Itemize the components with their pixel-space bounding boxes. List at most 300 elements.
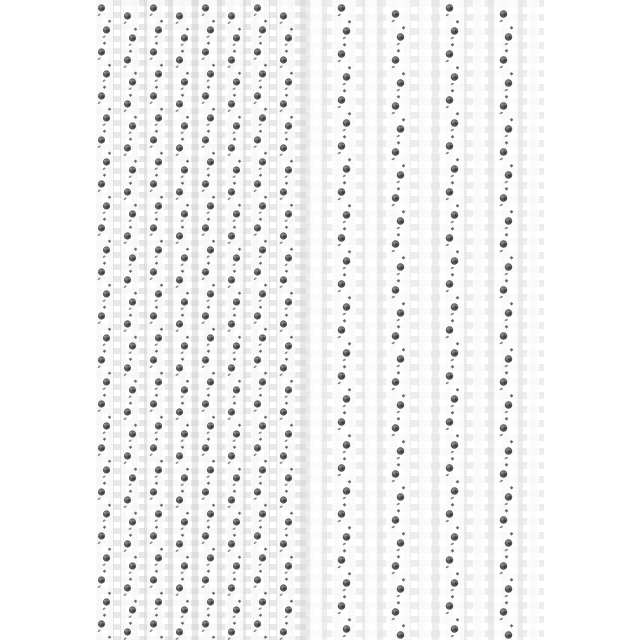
- rose-icon: [343, 441, 351, 449]
- rose-icon: [285, 342, 292, 349]
- rose-icon: [124, 276, 131, 283]
- rose-icon: [451, 533, 459, 541]
- rose-icon: [150, 400, 157, 407]
- rose-icon: [207, 554, 214, 561]
- rose-icon: [500, 148, 508, 156]
- rose-icon: [280, 276, 287, 283]
- rose-icon: [181, 386, 188, 393]
- rose-icon: [181, 34, 188, 41]
- rose-icon: [338, 418, 346, 426]
- rose-icon: [280, 144, 287, 151]
- rose-icon: [202, 356, 209, 363]
- rose-icon: [98, 268, 105, 275]
- rose-icon: [259, 510, 266, 517]
- rose-icon: [254, 136, 261, 143]
- rose-icon: [98, 444, 105, 451]
- rose-icon: [228, 496, 235, 503]
- rose-icon: [98, 356, 105, 363]
- rose-icon: [129, 430, 136, 437]
- rose-icon: [155, 158, 162, 165]
- rose-icon: [103, 378, 110, 385]
- rose-icon: [228, 276, 235, 283]
- rose-icon: [397, 217, 405, 225]
- rose-icon: [181, 474, 188, 481]
- rose-icon: [505, 33, 513, 41]
- rose-icon: [338, 372, 346, 380]
- rose-icon: [343, 349, 351, 357]
- rose-icon: [392, 148, 400, 156]
- rose-icon: [155, 422, 162, 429]
- rose-icon: [280, 100, 287, 107]
- rose-icon: [207, 26, 214, 33]
- rose-icon: [285, 430, 292, 437]
- rose-icon: [397, 79, 405, 87]
- rose-icon: [129, 166, 136, 173]
- rose-icon: [343, 303, 351, 311]
- rose-icon: [451, 27, 459, 35]
- rose-icon: [228, 408, 235, 415]
- rose-icon: [103, 70, 110, 77]
- rose-icon: [129, 34, 136, 41]
- rose-icon: [103, 334, 110, 341]
- rose-icon: [280, 540, 287, 547]
- rose-icon: [285, 518, 292, 525]
- rose-icon: [254, 4, 261, 11]
- rose-icon: [451, 211, 459, 219]
- rose-icon: [285, 122, 292, 129]
- rose-icon: [397, 585, 405, 593]
- rose-icon: [103, 158, 110, 165]
- rose-icon: [259, 466, 266, 473]
- rose-icon: [451, 625, 459, 633]
- rose-icon: [202, 488, 209, 495]
- rose-icon: [233, 430, 240, 437]
- rose-icon: [207, 378, 214, 385]
- rose-icon: [446, 326, 454, 334]
- rose-icon: [124, 144, 131, 151]
- rose-icon: [505, 447, 513, 455]
- rose-icon: [207, 466, 214, 473]
- rose-icon: [505, 631, 513, 639]
- rose-icon: [150, 312, 157, 319]
- rose-icon: [202, 180, 209, 187]
- rose-icon: [181, 254, 188, 261]
- rose-icon: [181, 342, 188, 349]
- rose-icon: [176, 188, 183, 195]
- rose-icon: [150, 356, 157, 363]
- rose-icon: [129, 342, 136, 349]
- rose-icon: [446, 234, 454, 242]
- rose-icon: [280, 628, 287, 635]
- rose-icon: [176, 144, 183, 151]
- rose-icon: [254, 356, 261, 363]
- rose-icon: [202, 4, 209, 11]
- rose-icon: [397, 263, 405, 271]
- rose-icon: [343, 73, 351, 81]
- rose-icon: [202, 268, 209, 275]
- rose-icon: [124, 12, 131, 19]
- rose-icon: [338, 234, 346, 242]
- rose-icon: [285, 562, 292, 569]
- rose-icon: [98, 180, 105, 187]
- rose-icon: [228, 12, 235, 19]
- rose-icon: [259, 70, 266, 77]
- rose-icon: [150, 444, 157, 451]
- rose-icon: [259, 422, 266, 429]
- rose-icon: [338, 4, 346, 12]
- rose-icon: [451, 257, 459, 265]
- rose-icon: [343, 579, 351, 587]
- rose-icon: [343, 211, 351, 219]
- rose-icon: [150, 92, 157, 99]
- rose-icon: [451, 165, 459, 173]
- rose-icon: [103, 422, 110, 429]
- rose-icon: [176, 364, 183, 371]
- rose-icon: [254, 620, 261, 627]
- rose-icon: [228, 320, 235, 327]
- rose-icon: [254, 92, 261, 99]
- rose-icon: [280, 584, 287, 591]
- rose-icon: [98, 576, 105, 583]
- rose-icon: [176, 232, 183, 239]
- rose-icon: [129, 474, 136, 481]
- rose-icon: [505, 493, 513, 501]
- rose-icon: [103, 246, 110, 253]
- rose-icon: [500, 424, 508, 432]
- rose-icon: [500, 56, 508, 64]
- rose-icon: [280, 188, 287, 195]
- rose-icon: [280, 496, 287, 503]
- rose-icon: [129, 386, 136, 393]
- rose-icon: [500, 516, 508, 524]
- rose-icon: [392, 56, 400, 64]
- stripe-gap: [527, 0, 539, 640]
- rose-icon: [392, 424, 400, 432]
- rose-icon: [181, 122, 188, 129]
- rose-icon: [505, 125, 513, 133]
- rose-icon: [228, 144, 235, 151]
- rose-icon: [338, 602, 346, 610]
- rose-icon: [254, 576, 261, 583]
- rose-icon: [176, 320, 183, 327]
- rose-icon: [446, 464, 454, 472]
- rose-icon: [259, 246, 266, 253]
- rose-icon: [343, 27, 351, 35]
- rose-icon: [259, 598, 266, 605]
- rose-icon: [207, 510, 214, 517]
- rose-icon: [233, 166, 240, 173]
- rose-icon: [343, 395, 351, 403]
- rose-icon: [98, 532, 105, 539]
- rose-icon: [129, 518, 136, 525]
- rose-icon: [98, 136, 105, 143]
- rose-icon: [150, 268, 157, 275]
- rose-icon: [207, 114, 214, 121]
- rose-icon: [397, 171, 405, 179]
- rose-icon: [259, 26, 266, 33]
- rose-icon: [155, 290, 162, 297]
- rose-icon: [103, 26, 110, 33]
- rose-icon: [124, 232, 131, 239]
- floral-stripe-pattern: [96, 0, 544, 640]
- rose-icon: [397, 401, 405, 409]
- rose-icon: [233, 518, 240, 525]
- rose-icon: [397, 33, 405, 41]
- rose-icon: [446, 556, 454, 564]
- rose-icon: [505, 401, 513, 409]
- rose-icon: [338, 510, 346, 518]
- pattern-sheet: [96, 0, 544, 640]
- rose-icon: [150, 620, 157, 627]
- rose-icon: [280, 452, 287, 459]
- rose-icon: [98, 4, 105, 11]
- rose-icon: [505, 355, 513, 363]
- rose-icon: [505, 539, 513, 547]
- rose-icon: [338, 326, 346, 334]
- rose-icon: [392, 102, 400, 110]
- rose-icon: [451, 73, 459, 81]
- rose-icon: [505, 217, 513, 225]
- rose-icon: [280, 56, 287, 63]
- rose-icon: [98, 400, 105, 407]
- rose-icon: [129, 254, 136, 261]
- rose-icon: [181, 210, 188, 217]
- rose-icon: [285, 254, 292, 261]
- rose-icon: [280, 12, 287, 19]
- rose-icon: [259, 202, 266, 209]
- rose-icon: [397, 447, 405, 455]
- rose-icon: [202, 576, 209, 583]
- rose-icon: [392, 332, 400, 340]
- rose-icon: [259, 158, 266, 165]
- rose-icon: [228, 56, 235, 63]
- rose-icon: [259, 334, 266, 341]
- rose-icon: [155, 246, 162, 253]
- rose-icon: [338, 50, 346, 58]
- rose-icon: [397, 309, 405, 317]
- rose-icon: [155, 26, 162, 33]
- rose-icon: [392, 378, 400, 386]
- rose-icon: [338, 556, 346, 564]
- rose-icon: [176, 584, 183, 591]
- rose-icon: [98, 312, 105, 319]
- rose-icon: [254, 488, 261, 495]
- rose-icon: [124, 540, 131, 547]
- rose-icon: [338, 188, 346, 196]
- rose-icon: [451, 487, 459, 495]
- rose-icon: [155, 334, 162, 341]
- rose-icon: [343, 625, 351, 633]
- rose-icon: [500, 378, 508, 386]
- rose-icon: [202, 312, 209, 319]
- rose-icon: [233, 386, 240, 393]
- rose-icon: [150, 48, 157, 55]
- rose-icon: [207, 290, 214, 297]
- rose-icon: [505, 263, 513, 271]
- rose-icon: [124, 100, 131, 107]
- rose-icon: [150, 136, 157, 143]
- rose-icon: [150, 224, 157, 231]
- rose-icon: [505, 79, 513, 87]
- rose-icon: [98, 620, 105, 627]
- rose-icon: [233, 78, 240, 85]
- rose-icon: [98, 224, 105, 231]
- rose-icon: [207, 246, 214, 253]
- rose-icon: [338, 142, 346, 150]
- rose-icon: [155, 598, 162, 605]
- rose-icon: [343, 257, 351, 265]
- rose-icon: [259, 114, 266, 121]
- rose-icon: [129, 606, 136, 613]
- rose-icon: [176, 12, 183, 19]
- rose-icon: [500, 608, 508, 616]
- rose-icon: [129, 78, 136, 85]
- rose-icon: [103, 202, 110, 209]
- rose-icon: [446, 418, 454, 426]
- rose-icon: [397, 539, 405, 547]
- rose-icon: [124, 56, 131, 63]
- rose-icon: [392, 194, 400, 202]
- rose-icon: [176, 496, 183, 503]
- rose-icon: [98, 48, 105, 55]
- rose-icon: [500, 240, 508, 248]
- rose-icon: [254, 444, 261, 451]
- rose-icon: [181, 166, 188, 173]
- rose-icon: [207, 422, 214, 429]
- rose-icon: [176, 100, 183, 107]
- stripe-gap: [473, 0, 485, 640]
- rose-icon: [254, 312, 261, 319]
- rose-icon: [451, 119, 459, 127]
- rose-icon: [228, 540, 235, 547]
- rose-icon: [176, 276, 183, 283]
- rose-icon: [280, 408, 287, 415]
- rose-icon: [505, 171, 513, 179]
- rose-icon: [124, 408, 131, 415]
- rose-icon: [150, 532, 157, 539]
- rose-icon: [446, 372, 454, 380]
- rose-icon: [129, 122, 136, 129]
- rose-icon: [285, 474, 292, 481]
- rose-icon: [181, 606, 188, 613]
- rose-icon: [202, 224, 209, 231]
- rose-icon: [397, 631, 405, 639]
- rose-icon: [233, 122, 240, 129]
- stripe-gap: [419, 0, 431, 640]
- rose-icon: [124, 452, 131, 459]
- rose-icon: [233, 254, 240, 261]
- rose-icon: [397, 493, 405, 501]
- rose-icon: [129, 562, 136, 569]
- rose-icon: [505, 309, 513, 317]
- rose-icon: [202, 620, 209, 627]
- rose-icon: [254, 268, 261, 275]
- rose-icon: [176, 56, 183, 63]
- rose-icon: [150, 4, 157, 11]
- rose-icon: [150, 488, 157, 495]
- rose-icon: [280, 232, 287, 239]
- rose-icon: [446, 96, 454, 104]
- rose-icon: [446, 602, 454, 610]
- rose-icon: [176, 408, 183, 415]
- rose-icon: [181, 562, 188, 569]
- rose-icon: [181, 298, 188, 305]
- rose-icon: [285, 298, 292, 305]
- rose-icon: [285, 78, 292, 85]
- rose-icon: [233, 342, 240, 349]
- rose-icon: [446, 280, 454, 288]
- rose-icon: [285, 386, 292, 393]
- rose-icon: [124, 320, 131, 327]
- rose-icon: [397, 125, 405, 133]
- rose-icon: [285, 606, 292, 613]
- rose-icon: [254, 224, 261, 231]
- rose-icon: [207, 202, 214, 209]
- rose-icon: [233, 298, 240, 305]
- rose-icon: [233, 34, 240, 41]
- rose-icon: [98, 488, 105, 495]
- rose-icon: [343, 533, 351, 541]
- rose-icon: [103, 554, 110, 561]
- rose-icon: [228, 452, 235, 459]
- rose-icon: [254, 532, 261, 539]
- rose-icon: [392, 562, 400, 570]
- rose-icon: [343, 119, 351, 127]
- rose-icon: [392, 470, 400, 478]
- rose-icon: [228, 232, 235, 239]
- rose-icon: [343, 165, 351, 173]
- rose-icon: [124, 364, 131, 371]
- rose-icon: [228, 364, 235, 371]
- rose-icon: [285, 34, 292, 41]
- rose-icon: [202, 532, 209, 539]
- stripe-gap: [365, 0, 377, 640]
- rose-icon: [338, 280, 346, 288]
- rose-icon: [500, 10, 508, 18]
- rose-icon: [338, 96, 346, 104]
- rose-icon: [451, 303, 459, 311]
- rose-icon: [285, 166, 292, 173]
- rose-icon: [500, 194, 508, 202]
- rose-icon: [103, 510, 110, 517]
- rose-icon: [207, 598, 214, 605]
- rose-icon: [343, 487, 351, 495]
- rose-icon: [259, 378, 266, 385]
- rose-icon: [207, 70, 214, 77]
- rose-icon: [446, 142, 454, 150]
- rose-icon: [129, 298, 136, 305]
- rose-icon: [254, 400, 261, 407]
- rose-icon: [446, 4, 454, 12]
- rose-icon: [392, 608, 400, 616]
- rose-icon: [259, 290, 266, 297]
- rose-icon: [103, 290, 110, 297]
- rose-icon: [228, 188, 235, 195]
- rose-icon: [446, 510, 454, 518]
- rose-icon: [150, 180, 157, 187]
- rose-icon: [228, 100, 235, 107]
- rose-icon: [392, 516, 400, 524]
- rose-icon: [98, 92, 105, 99]
- stripe-gap: [310, 0, 322, 640]
- rose-icon: [155, 510, 162, 517]
- rose-icon: [254, 180, 261, 187]
- rose-icon: [505, 585, 513, 593]
- rose-icon: [451, 579, 459, 587]
- rose-icon: [259, 554, 266, 561]
- rose-icon: [202, 444, 209, 451]
- rose-icon: [103, 466, 110, 473]
